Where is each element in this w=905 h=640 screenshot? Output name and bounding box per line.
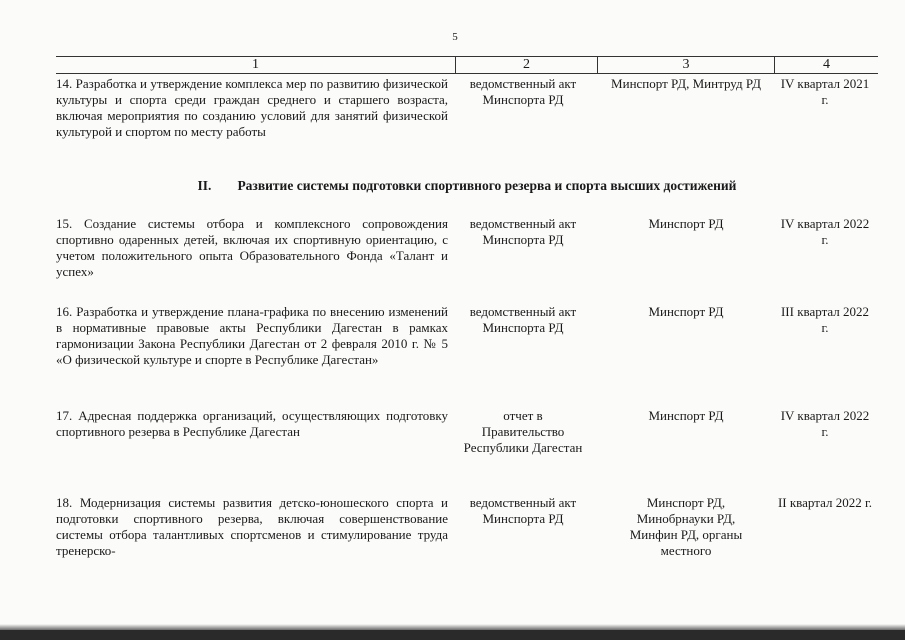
- form-of-completion: ведомственный акт Минспорта РД: [469, 76, 577, 107]
- deadline: III квартал 2022 г.: [780, 304, 870, 335]
- section-heading: [56, 178, 878, 194]
- header-col-4: 4: [823, 57, 830, 72]
- measure-text: 15. Создание системы отбора и комплексного сопровождения спортивно одаренных детей, включая их спортивную ориентацию, с учетом положительного опыта Образовательного Фонда «Талант и успех»: [56, 216, 448, 279]
- responsible-executor: Минспорт РД: [648, 304, 724, 319]
- measure-text: 14. Разработка и утверждение комплекса мер по развитию физической культуры и спорта среди граждан среднего и старшего возраста, включая мероприятия по созданию условий для занятий физической культурой и спортом по месту работы: [56, 76, 448, 139]
- responsible-executor: Минспорт РД: [648, 408, 724, 423]
- section-title: Развитие системы подготовки спортивного резерва и спорта высших достижений: [237, 178, 737, 193]
- measure-text: 17. Адресная поддержка организаций, осуществляющих подготовку спортивного резерва в Республике Дагестан: [56, 408, 448, 439]
- measure-text: 16. Разработка и утверждение плана-графика по внесению изменений в нормативные правовые акты Республики Дагестан в рамках гармонизации Закона Республики Дагестан от 2 февраля 2010 г. № 5 «О физической культуре и спорте в Республике Дагестан»: [56, 304, 448, 367]
- form-of-completion: ведомственный акт Минспорта РД: [469, 216, 577, 247]
- page-number: 5: [452, 31, 458, 43]
- form-of-completion: отчет в Правительство Республики Дагестан: [463, 408, 583, 455]
- header-col-1: 1: [252, 57, 259, 72]
- responsible-executor: Минспорт РД, Минтруд РД: [611, 76, 761, 91]
- header-bottom-border: [56, 73, 878, 74]
- header-col-3: 3: [682, 57, 690, 72]
- form-of-completion: ведомственный акт Минспорта РД: [469, 495, 577, 526]
- header-col-2: 2: [523, 57, 530, 72]
- responsible-executor: Минспорт РД: [648, 216, 724, 231]
- responsible-executor: Минспорт РД, Минобрнауки РД, Минфин РД, органы местного: [629, 495, 743, 558]
- deadline: II квартал 2022 г.: [777, 495, 873, 510]
- section-number: II.: [197, 178, 212, 193]
- measure-text: 18. Модернизация системы развития детско-юношеского спорта и подготовки спортивного резерва, включая совершенствование системы отбора талантливых спортсменов и стимулирование труда тренерско-: [56, 495, 448, 558]
- deadline: IV квартал 2022 г.: [780, 216, 870, 247]
- deadline: IV квартал 2022 г.: [780, 408, 870, 439]
- form-of-completion: ведомственный акт Минспорта РД: [469, 304, 577, 335]
- scan-edge-shadow: [0, 630, 905, 640]
- deadline: IV квартал 2021 г.: [780, 76, 870, 107]
